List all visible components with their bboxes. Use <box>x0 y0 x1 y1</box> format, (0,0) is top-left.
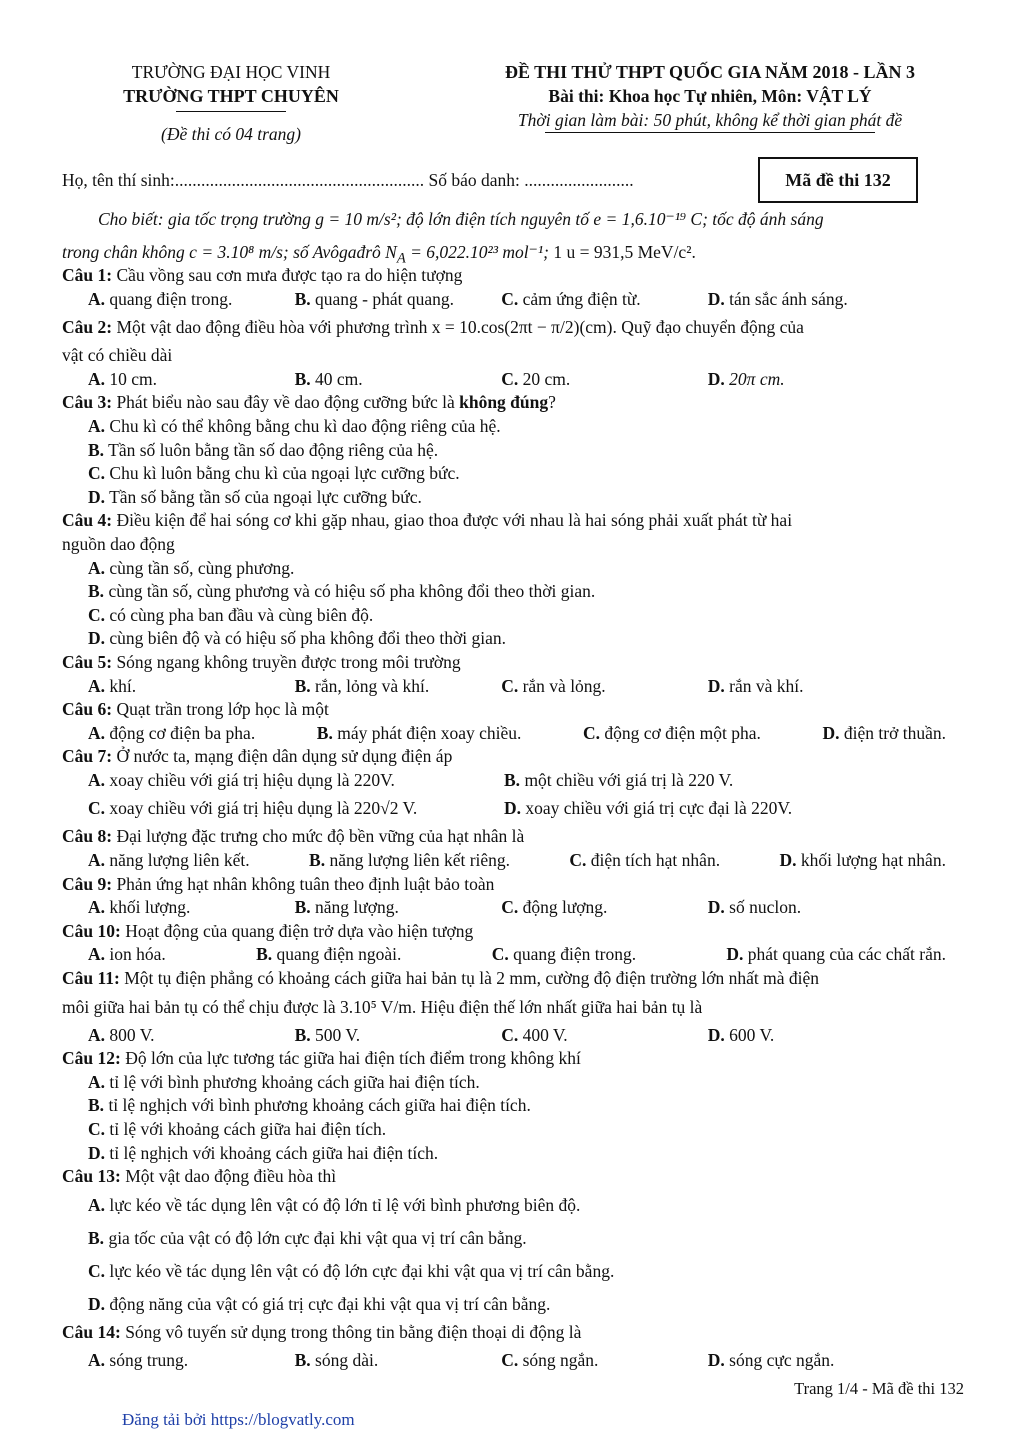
option-d: D. 20π cm. <box>707 368 785 389</box>
question-6 <box>62 698 966 722</box>
option-c: C. Chu kì luôn bằng chu kì của ngoại lực cưỡng bức. <box>88 463 460 484</box>
option-c: C. tỉ lệ với khoảng cách giữa hai điện tích. <box>88 1119 387 1139</box>
school-header <box>86 60 376 146</box>
question-label: Câu 9: <box>62 873 113 894</box>
option-b: B. quang - phát quang. <box>294 288 455 309</box>
question-text: Điều kiện để hai sóng cơ khi gặp nhau, giao thoa được với nhau là hai sóng phải xuất phát từ hai <box>112 510 793 531</box>
option-c: C. động lượng. <box>501 897 608 918</box>
option-d: D. động năng của vật có giá trị cực đại khi vật qua vị trí cân bằng. <box>88 1293 551 1314</box>
question-14 <box>62 1321 966 1345</box>
question-2-cont: vật có chiều dài <box>62 345 173 366</box>
options-row <box>62 368 966 392</box>
option-a: A. động cơ điện ba pha. <box>88 722 256 743</box>
question-3 <box>62 391 966 415</box>
question-text: Phản ứng hạt nhân không tuân theo định luật bảo toàn <box>112 873 495 894</box>
exam-title: ĐỀ THI THỬ THPT QUỐC GIA NĂM 2018 - LẦN 3 <box>504 62 916 82</box>
given-line-2-normal: 1 u = 931,5 MeV/c². <box>548 242 696 262</box>
option-a: A. xoay chiều với giá trị hiệu dụng là 220V. <box>88 769 395 790</box>
option-d: D. Tần số bằng tần số của ngoại lực cưỡng bức. <box>88 486 422 507</box>
option-b: B. sóng dài. <box>294 1350 379 1371</box>
question-7 <box>62 745 966 769</box>
option-a: A. cùng tần số, cùng phương. <box>88 557 295 578</box>
option-d: D. khối lượng hạt nhân. <box>779 850 946 871</box>
question-label: Câu 6: <box>62 699 113 720</box>
option-c: C. 20 cm. <box>501 368 571 389</box>
question-text: Một vật dao động điều hòa thì <box>120 1166 337 1187</box>
question-text: Sóng ngang không truyền được trong môi trường <box>112 651 461 672</box>
options-row <box>62 792 966 825</box>
option-d: D. số nuclon. <box>707 897 802 918</box>
question-5 <box>62 651 966 675</box>
options-row <box>62 769 966 793</box>
question-text: Cầu vồng sau cơn mưa được tạo ra do hiện tượng <box>112 265 463 285</box>
option-b: B. gia tốc của vật có độ lớn cực đại khi vật qua vị trí cân bằng. <box>88 1227 527 1248</box>
given-line-2-sub: A <box>396 250 406 267</box>
option-d: D. rắn và khí. <box>707 675 804 696</box>
option-d: D. tán sắc ánh sáng. <box>707 288 848 309</box>
question-2 <box>62 311 966 344</box>
option-d: D. sóng cực ngắn. <box>707 1350 835 1371</box>
header-rule-right <box>545 132 875 133</box>
exam-header <box>420 60 1000 133</box>
question-13 <box>62 1165 966 1189</box>
options-row <box>62 1024 966 1048</box>
question-4-cont: nguồn dao động <box>62 533 175 554</box>
options-row <box>62 675 966 699</box>
option-c: C. xoay chiều với giá trị hiệu dụng là 220√2 V. <box>88 798 418 819</box>
option-a: A. Chu kì có thể không bằng chu kì dao động riêng của hệ. <box>88 415 501 436</box>
option-a: A. năng lượng liên kết. <box>88 850 250 871</box>
option-c: C. quang điện trong. <box>491 944 637 965</box>
question-emphasis: không đúng <box>459 392 549 413</box>
question-12 <box>62 1047 966 1071</box>
school-name-1: TRƯỜNG ĐẠI HỌC VINH <box>131 62 331 82</box>
option-c: C. lực kéo về tác dụng lên vật có độ lớn cực đại khi vật qua vị trí cân bằng. <box>88 1260 615 1281</box>
question-label: Câu 14: <box>62 1321 121 1342</box>
question-1 <box>62 264 966 288</box>
option-b: B. tỉ lệ nghịch với bình phương khoảng cách giữa hai điện tích. <box>88 1095 531 1116</box>
option-d: D. 600 V. <box>707 1024 775 1045</box>
options-row <box>62 943 966 967</box>
given-line-2-rest: = 6,022.10²³ mol⁻¹; <box>405 242 549 262</box>
given-line-2-part: trong chân không c = 3.10⁸ m/s; số Avôgađrô N <box>62 242 397 262</box>
question-text: Một tụ điện phẳng có khoảng cách giữa hai bản tụ là 2 mm, cường độ điện trường lớn nhất mà điện <box>119 968 820 989</box>
option-c: C. động cơ điện một pha. <box>583 722 761 743</box>
option-b: B. rắn, lỏng và khí. <box>294 675 430 696</box>
option-b: B. một chiều với giá trị là 220 V. <box>504 769 734 790</box>
option-b: B. năng lượng liên kết riêng. <box>309 850 511 871</box>
given-line-1: Cho biết: gia tốc trọng trường g = 10 m/s²; độ lớn điện tích nguyên tố e = 1,6.10⁻¹⁹ C; tốc độ ánh sáng <box>98 209 824 229</box>
question-label: Câu 3: <box>62 392 113 413</box>
question-text: Phát biểu nào sau đây về dao động cưỡng bức là <box>112 392 460 413</box>
option-c: C. cảm ứng điện từ. <box>501 288 641 309</box>
exam-code-box: Mã đề thi 132 <box>758 157 918 203</box>
option-b: B. máy phát điện xoay chiều. <box>316 722 522 743</box>
question-label: Câu 5: <box>62 651 113 672</box>
option-b: B. quang điện ngoài. <box>256 944 402 965</box>
option-d: D. cùng biên độ và có hiệu số pha không đổi theo thời gian. <box>88 628 507 649</box>
option-a: A. lực kéo về tác dụng lên vật có độ lớn tỉ lệ với bình phương biên độ. <box>88 1194 581 1215</box>
question-text: Quạt trần trong lớp học là một <box>112 699 329 720</box>
school-name-2: TRƯỜNG THPT CHUYÊN <box>123 86 339 106</box>
question-label: Câu 2: <box>62 317 113 338</box>
question-list <box>62 264 966 1377</box>
option-a: A. khí. <box>88 675 137 696</box>
question-4 <box>62 509 966 533</box>
question-label: Câu 13: <box>62 1166 121 1187</box>
options-row <box>62 722 966 746</box>
question-label: Câu 8: <box>62 826 113 847</box>
option-b: B. 500 V. <box>294 1024 361 1045</box>
option-d: D. tỉ lệ nghịch với khoảng cách giữa hai điện tích. <box>88 1142 439 1163</box>
question-label: Câu 7: <box>62 746 113 767</box>
options-row <box>62 849 966 873</box>
question-label: Câu 4: <box>62 510 113 531</box>
option-b: B. Tần số luôn bằng tần số dao động riêng của hệ. <box>88 439 439 460</box>
option-c: C. có cùng pha ban đầu và cùng biên độ. <box>88 604 374 625</box>
option-a: A. khối lượng. <box>88 897 191 918</box>
question-tail: ? <box>548 392 556 413</box>
question-11-cont: môi giữa hai bản tụ có thể chịu được là 3.10⁵ V/m. Hiệu điện thế lớn nhất giữa hai bản tụ là <box>62 996 703 1017</box>
exam-subject: Bài thi: Khoa học Tự nhiên, Môn: VẬT LÝ <box>548 86 872 106</box>
option-a: A. 800 V. <box>88 1024 155 1045</box>
question-11 <box>62 967 966 991</box>
pages-note: (Đề thi có 04 trang) <box>161 124 301 144</box>
question-10 <box>62 920 966 944</box>
question-text: Sóng vô tuyến sử dụng trong thông tin bằng điện thoại di động là <box>120 1321 582 1342</box>
page-footer: Trang 1/4 - Mã đề thi 132 <box>794 1379 964 1398</box>
option-b: B. cùng tần số, cùng phương và có hiệu số pha không đổi theo thời gian. <box>88 581 596 602</box>
option-d: D. xoay chiều với giá trị cực đại là 220V. <box>504 798 793 819</box>
option-a: A. 10 cm. <box>88 368 158 389</box>
question-text: Hoạt động của quang điện trở dựa vào hiện tượng <box>120 920 474 941</box>
options-row <box>62 1344 966 1377</box>
option-c: C. rắn và lỏng. <box>501 675 606 696</box>
question-text: Một vật dao động điều hòa với phương trình x = 10.cos(2πt − π/2)(cm). Quỹ đạo chuyển động của <box>112 317 804 338</box>
option-a: A. tỉ lệ với bình phương khoảng cách giữa hai điện tích. <box>88 1071 480 1092</box>
option-b: B. năng lượng. <box>294 897 399 918</box>
posted-by-link[interactable]: Đăng tải bởi https://blogvatly.com <box>122 1410 355 1429</box>
option-c: C. điện tích hạt nhân. <box>569 850 721 871</box>
question-label: Câu 1: <box>62 265 113 285</box>
question-9 <box>62 873 966 897</box>
options-row <box>62 896 966 920</box>
question-text: Đại lượng đặc trưng cho mức độ bền vững của hạt nhân là <box>112 826 525 847</box>
option-d: D. phát quang của các chất rắn. <box>726 944 946 965</box>
question-text: Ở nước ta, mạng điện dân dụng sử dụng điện áp <box>112 746 453 767</box>
question-label: Câu 10: <box>62 920 121 941</box>
option-c: C. 400 V. <box>501 1024 568 1045</box>
option-a: A. sóng trung. <box>88 1350 189 1371</box>
question-label: Câu 11: <box>62 968 120 989</box>
question-label: Câu 12: <box>62 1048 121 1069</box>
option-a: A. ion hóa. <box>88 944 166 965</box>
option-d: D. điện trở thuần. <box>822 722 946 743</box>
exam-duration: Thời gian làm bài: 50 phút, không kể thời gian phát đề <box>517 110 903 130</box>
options-row <box>62 288 966 312</box>
question-text: Độ lớn của lực tương tác giữa hai điện tích điểm trong không khí <box>120 1048 581 1069</box>
option-b: B. 40 cm. <box>294 368 363 389</box>
question-8 <box>62 825 966 849</box>
option-c: C. sóng ngắn. <box>501 1350 599 1371</box>
header-rule-left <box>176 111 286 112</box>
candidate-line: Họ, tên thí sinh:......................................................... Số báo danh: ......................... <box>62 170 634 190</box>
option-a: A. quang điện trong. <box>88 288 233 309</box>
